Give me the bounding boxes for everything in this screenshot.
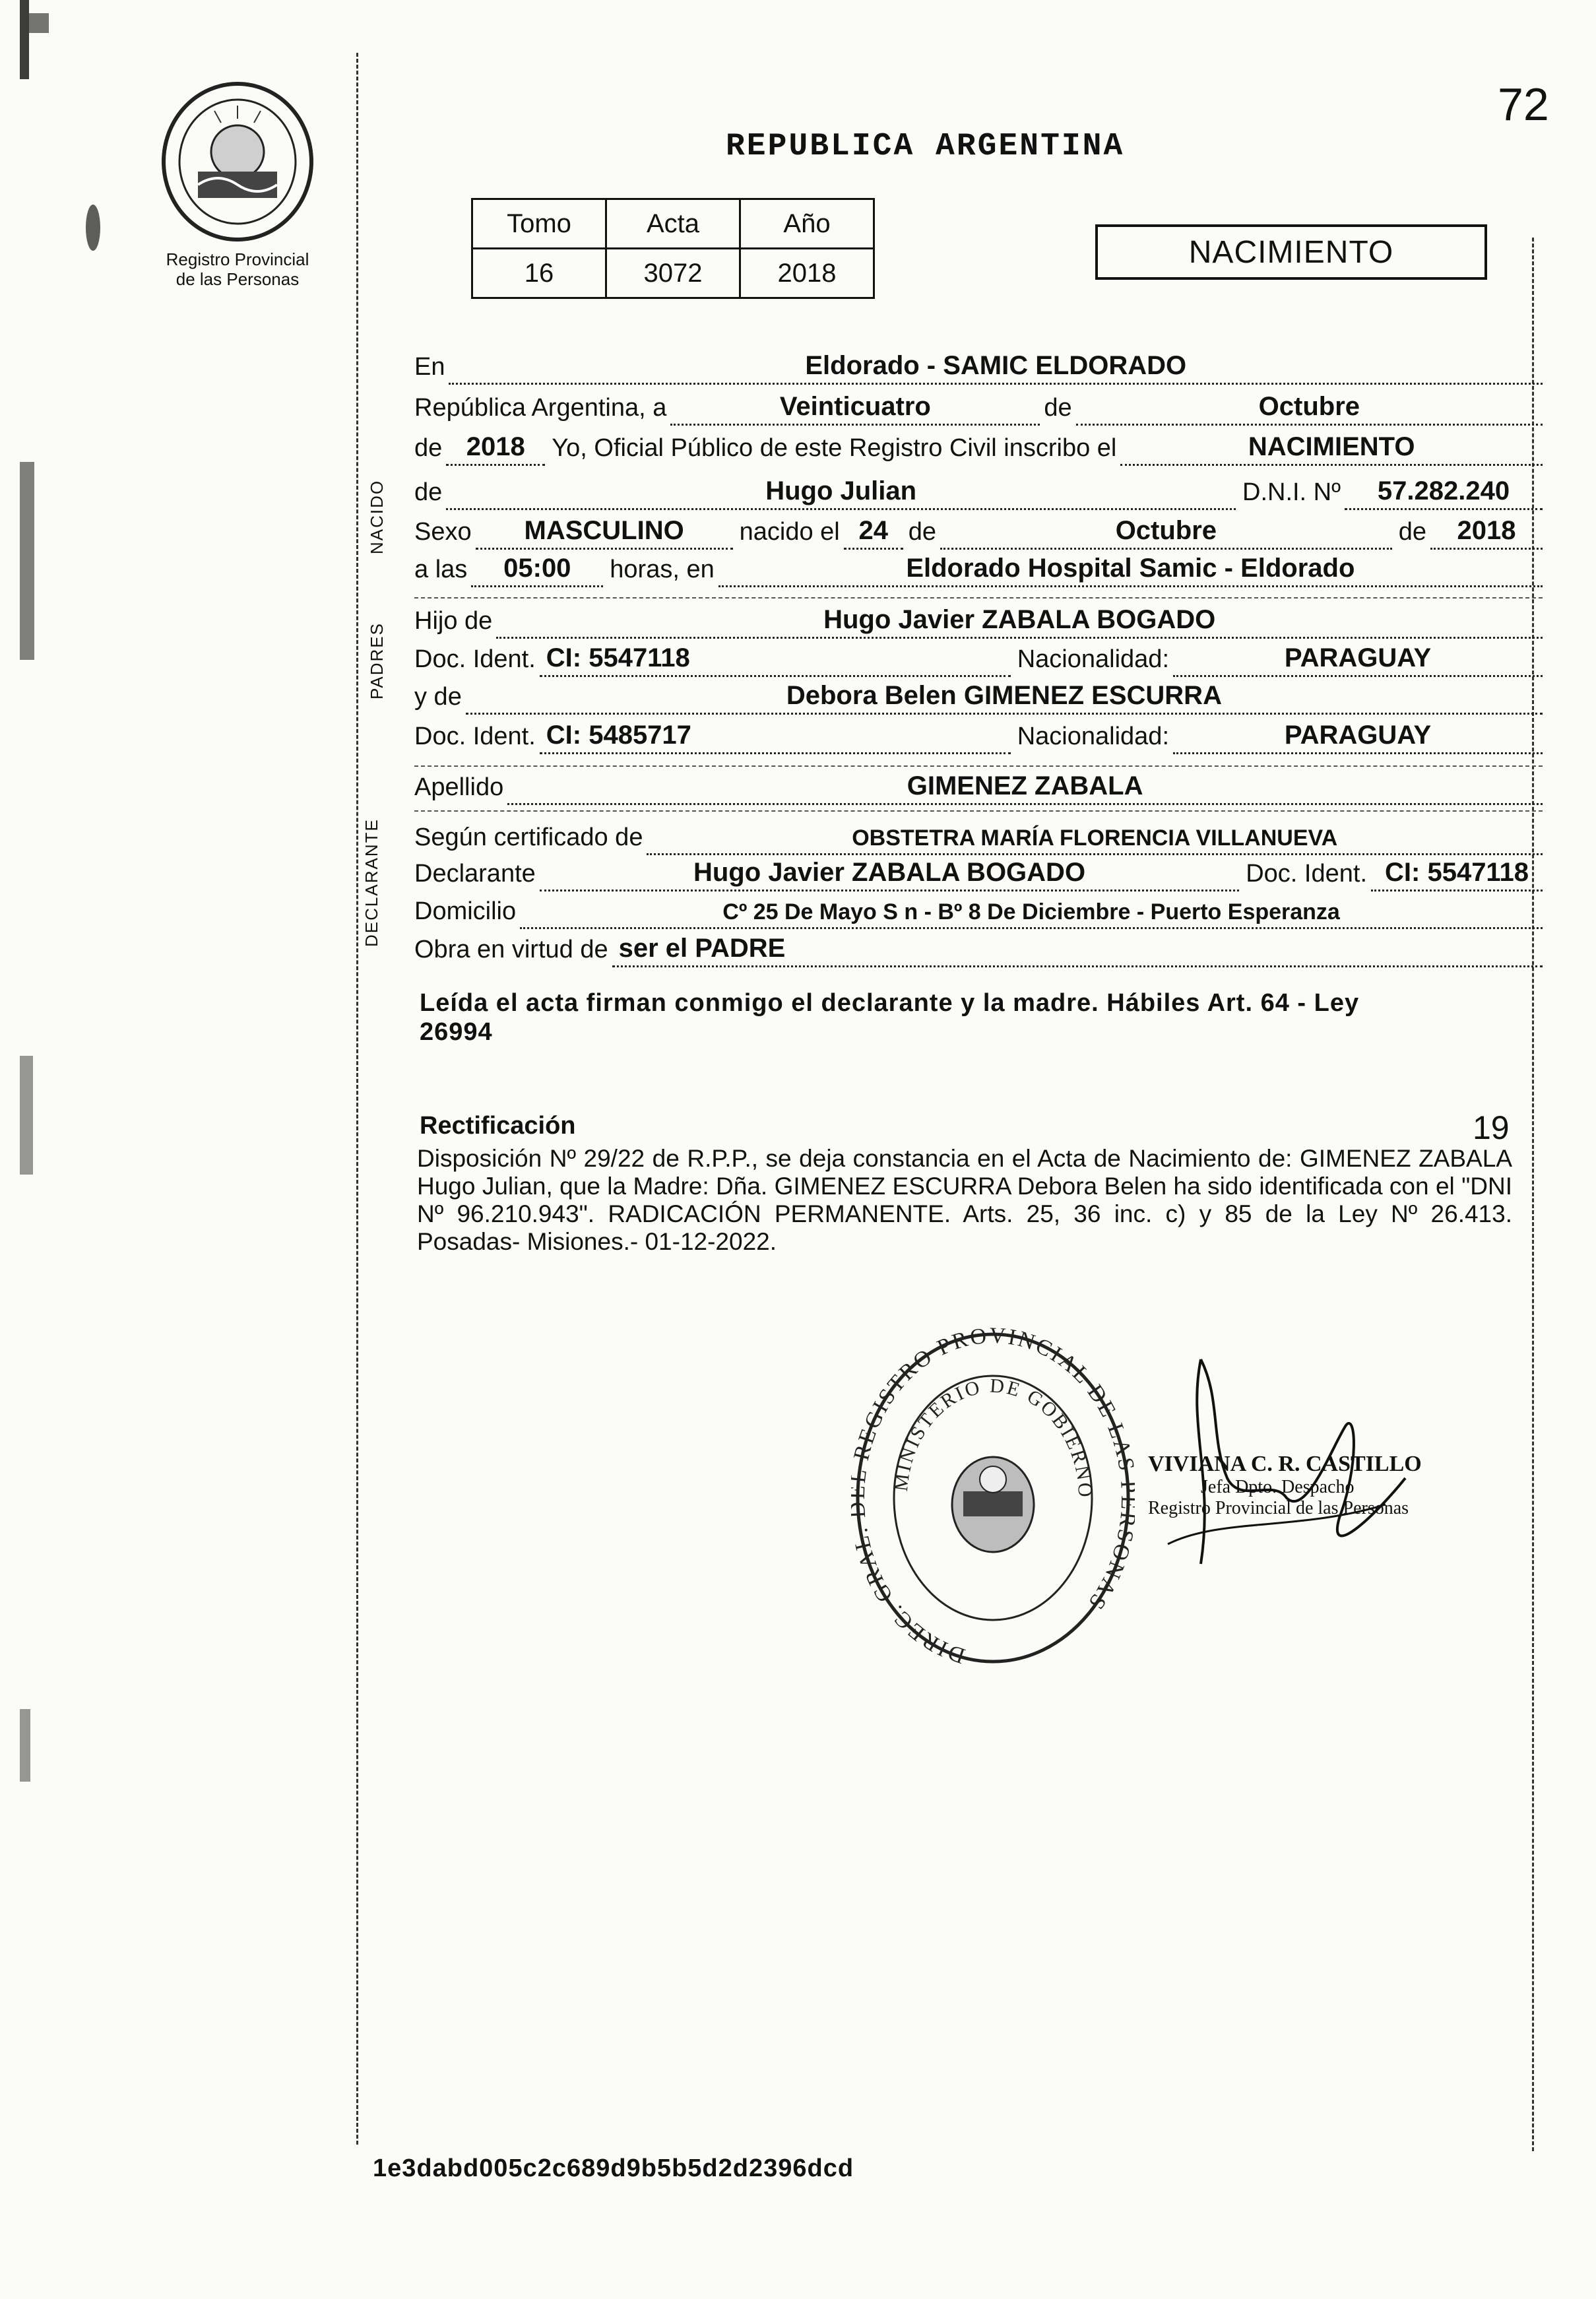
- page-number: 72: [1498, 79, 1549, 130]
- label-declarante: Declarante: [414, 860, 536, 888]
- value-sexo: MASCULINO: [524, 516, 684, 545]
- acta-label: Acta: [606, 199, 740, 249]
- scan-artifact: [86, 205, 100, 251]
- row-madre: [414, 676, 1543, 715]
- label-de2: de: [908, 518, 937, 546]
- value-padre-nac: PARAGUAY: [1284, 643, 1432, 672]
- label-doc2: Doc. Ident.: [414, 723, 536, 750]
- value-madre-nac: PARAGUAY: [1284, 721, 1432, 750]
- tomo-label: Tomo: [472, 199, 606, 249]
- side-label-padres: PADRES: [367, 622, 387, 699]
- field-certificado: [647, 815, 1543, 855]
- value-padre: Hugo Javier ZABALA BOGADO: [823, 605, 1216, 634]
- scan-artifact: [20, 1056, 33, 1175]
- signer-org: Registro Provincial de las Personas: [1148, 1498, 1409, 1518]
- margin-dashed-line: [356, 53, 358, 2145]
- row-certificado: [414, 817, 1543, 855]
- label-dni: D.N.I. Nº: [1242, 478, 1341, 506]
- field-decl-doc: [1371, 851, 1543, 891]
- registry-caption: Registro Provincial de las Personas: [166, 249, 309, 289]
- label-nacionalidad: Nacionalidad:: [1017, 645, 1169, 673]
- label-nacionalidad2: Nacionalidad:: [1017, 723, 1169, 750]
- value-certificado: OBSTETRA MARÍA FLORENCIA VILLANUEVA: [852, 826, 1338, 851]
- side-label-nacido: NACIDO: [367, 479, 387, 554]
- field-padre-nac: [1173, 637, 1543, 677]
- field-domicilio: [520, 889, 1543, 929]
- value-dni: 57.282.240: [1377, 476, 1510, 505]
- scan-artifact: [20, 1709, 30, 1782]
- field-madre: [466, 674, 1543, 715]
- closing-statement: Leída el acta firman conmigo el declarante y la madre. Hábiles Art. 64 - Ley 26994: [420, 989, 1360, 1046]
- label-horas-en: horas, en: [610, 556, 715, 583]
- label-year-de: de: [414, 434, 443, 462]
- row-sexo: [414, 511, 1543, 550]
- row-declarante: [414, 853, 1543, 891]
- label-de3: de: [1398, 518, 1426, 546]
- rectificacion-title: Rectificación: [420, 1112, 576, 1140]
- field-sexo: [476, 509, 733, 550]
- field-apellido: [507, 765, 1543, 805]
- section-divider: [414, 810, 1543, 812]
- value-nombre: Hugo Julian: [765, 476, 917, 505]
- signer-name: VIVIANA C. R. CASTILLO: [1148, 1452, 1422, 1476]
- field-birth-year: [1430, 509, 1543, 550]
- svg-text:MINISTERIO DE GOBIERNO: MINISTERIO DE GOBIERNO: [889, 1375, 1097, 1500]
- row-domicilio: [414, 891, 1543, 929]
- label-decl-doc: Doc. Ident.: [1246, 860, 1367, 888]
- value-hora: 05:00: [503, 554, 571, 583]
- row-date: [414, 387, 1543, 426]
- official-stamp: [851, 1326, 1135, 1669]
- value-month: Octubre: [1258, 392, 1360, 421]
- label-republica: República Argentina, a: [414, 394, 667, 422]
- field-day: [670, 385, 1040, 426]
- label-certificado: Según certificado de: [414, 824, 643, 851]
- value-apellido: GIMENEZ ZABALA: [907, 771, 1143, 800]
- label-nombre-de: de: [414, 478, 443, 506]
- value-birth-month: Octubre: [1115, 516, 1217, 545]
- svg-text:DIREC. GRAL. DEL REGISTRO PROV: DIREC. GRAL REGISTRO PROVINCIAL DE LA ONAS: [851, 1326, 1135, 1668]
- field-lugar: [718, 547, 1543, 587]
- country-title: REPUBLICA ARGENTINA: [726, 129, 1125, 164]
- value-birth-year: 2018: [1457, 516, 1516, 545]
- anio-value: 2018: [740, 249, 874, 298]
- label-oficial: Yo, Oficial Público de este Registro Civil inscribo el: [552, 434, 1117, 462]
- label-sexo: Sexo: [414, 518, 472, 546]
- scan-artifact: [29, 13, 49, 33]
- scan-artifact: [20, 0, 29, 79]
- label-hijo: Hijo de: [414, 607, 493, 635]
- value-declarante: Hugo Javier ZABALA BOGADO: [693, 858, 1086, 887]
- label-y-de: y de: [414, 683, 462, 711]
- row-year: [414, 428, 1543, 466]
- field-inscripcion: [1120, 426, 1543, 466]
- field-year: [446, 426, 545, 466]
- value-lugar: Eldorado Hospital Samic - Eldorado: [906, 554, 1355, 583]
- row-hora: [414, 549, 1543, 587]
- value-padre-doc: CI: 5547118: [546, 643, 690, 672]
- row-madre-doc: [414, 716, 1543, 754]
- field-nombre: [446, 470, 1236, 510]
- field-dni: [1345, 470, 1543, 510]
- signer-role: Jefa Dpto. Despacho: [1201, 1477, 1355, 1497]
- acta-value: 3072: [606, 249, 740, 298]
- value-madre-doc: CI: 5485717: [546, 721, 691, 750]
- value-domicilio: Cº 25 De Mayo S n - Bº 8 De Diciembre - Puerto Esperanza: [722, 899, 1340, 924]
- scan-artifact: [20, 462, 34, 660]
- label-de: de: [1044, 394, 1072, 422]
- label-obra: Obra en virtud de: [414, 936, 608, 963]
- side-label-declarante: DECLARANTE: [362, 818, 381, 947]
- field-madre-doc: [540, 714, 1011, 754]
- value-en: Eldorado - SAMIC ELDORADO: [805, 351, 1187, 380]
- value-year: 2018: [466, 432, 525, 461]
- province-seal-logo: [158, 79, 317, 244]
- field-padre: [496, 599, 1543, 639]
- value-inscripcion: NACIMIENTO: [1248, 432, 1415, 461]
- value-day: Veinticuatro: [779, 392, 931, 421]
- field-en: [449, 344, 1543, 385]
- value-birth-day: 24: [858, 516, 888, 545]
- row-hijo: [414, 600, 1543, 639]
- label-apellido: Apellido: [414, 773, 504, 801]
- row-en: [414, 346, 1543, 385]
- field-month: [1076, 385, 1543, 426]
- field-birth-day: [844, 509, 903, 550]
- anio-label: Año: [740, 199, 874, 249]
- row-padre-doc: [414, 639, 1543, 677]
- label-a-las: a las: [414, 556, 468, 583]
- field-hora: [471, 547, 603, 587]
- field-obra: [612, 927, 1543, 967]
- rectificacion-text: Disposición Nº 29/22 de R.P.P., se deja constancia en el Acta de Nacimiento de: GIMENEZ ZABALA Hugo Julian, que la Madre: Dña. GIMENEZ ESCURRA Debora Belen ha sido identificada con el "DNI Nº 96.210.943". RADICACIÓN PERMANENTE. Arts. 25, 36 inc. c) y 85 de la Ley Nº 26.413. Posadas- Misiones.- 01-12-2022.: [417, 1145, 1512, 1255]
- value-obra: ser el PADRE: [618, 934, 786, 963]
- field-madre-nac: [1173, 714, 1543, 754]
- row-apellido: [414, 767, 1543, 805]
- document-hash: 1e3dabd005c2c689d9b5b5d2d2396dcd: [373, 2154, 854, 2182]
- label-en: En: [414, 353, 445, 381]
- value-decl-doc: CI: 5547118: [1385, 858, 1529, 887]
- label-domicilio: Domicilio: [414, 897, 517, 925]
- label-doc: Doc. Ident.: [414, 645, 536, 673]
- field-declarante: [540, 851, 1239, 891]
- tomo-value: 16: [472, 249, 606, 298]
- field-padre-doc: [540, 637, 1011, 677]
- signature-block: [1148, 1452, 1458, 1519]
- reference-table: [471, 198, 875, 299]
- row-obra: [414, 929, 1543, 967]
- rectificacion-number: 19: [1473, 1109, 1510, 1146]
- row-nombre: [414, 472, 1543, 510]
- record-type-box: NACIMIENTO: [1095, 224, 1487, 280]
- value-madre: Debora Belen GIMENEZ ESCURRA: [786, 681, 1222, 710]
- field-birth-month: [940, 509, 1392, 550]
- label-nacido-el: nacido el: [739, 518, 840, 546]
